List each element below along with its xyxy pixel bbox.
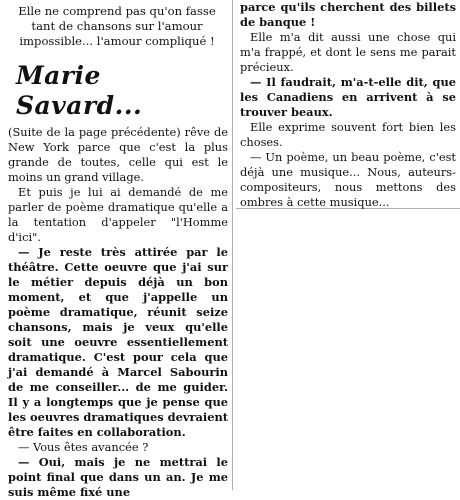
left-body bbox=[6, 125, 228, 500]
paragraph-canadians: — Il faudrait, m'a-t-elle dit, que les Canadiens en arrivent à se trouver beaux. bbox=[240, 75, 456, 119]
left-column bbox=[6, 0, 228, 500]
intro-text: Elle ne comprend pas qu'on fasse tant de chansons sur l'amour impossible... l'amour compliqué ! bbox=[18, 4, 216, 48]
paragraph-poem-music: — Un poème, un beau poème, c'est déjà une musique... Nous, auteurs-compositeurs, nous mettons des ombres à cette musique... bbox=[240, 150, 456, 209]
article-heading: Marie Savard... bbox=[16, 61, 143, 120]
column-divider bbox=[232, 0, 233, 490]
paragraph-answer-theatre: — Je reste très attirée par le théâtre. Cette oeuvre que j'ai sur le métier depuis déjà un bon moment, et que j'appelle un poème dramatique, réunit seize chansons, mais je veux qu'elle soit une oeuvre essentiellement dramatique. C'est pour cela que j'ai demandé à Marcel Sabourin de me conseiller... de me guider. Il y a longtemps que je pense que les oeuvres dramatiques devraient être faites en collaboration. bbox=[8, 245, 228, 439]
paragraph-question-progress: — Vous êtes avancée ? bbox=[18, 440, 149, 454]
right-column bbox=[238, 0, 456, 210]
paragraph-banknotes: parce qu'ils cherchent des billets de banque ! bbox=[240, 0, 456, 29]
right-body bbox=[238, 0, 456, 210]
paragraph-answer-progress: — Oui, mais je ne mettrai le point final que dans un an. Je me suis même fixé une bbox=[8, 455, 228, 499]
paragraph-continuation: (Suite de la page précédente) rêve de New York parce que c'est la plus grande de toutes, celle qui est le moins un grand village. bbox=[8, 125, 228, 184]
paragraph-question: Et puis je lui ai demandé de me parler de poème dramatique qu'elle a la tentation d'appeler "l'Homme d'ici". bbox=[8, 185, 228, 244]
paragraph-expresses: Elle exprime souvent fort bien les choses. bbox=[240, 120, 456, 149]
paragraph-striking-thing: Elle m'a dit aussi une chose qui m'a frappé, et dont le sens me parait précieux. bbox=[240, 30, 456, 74]
